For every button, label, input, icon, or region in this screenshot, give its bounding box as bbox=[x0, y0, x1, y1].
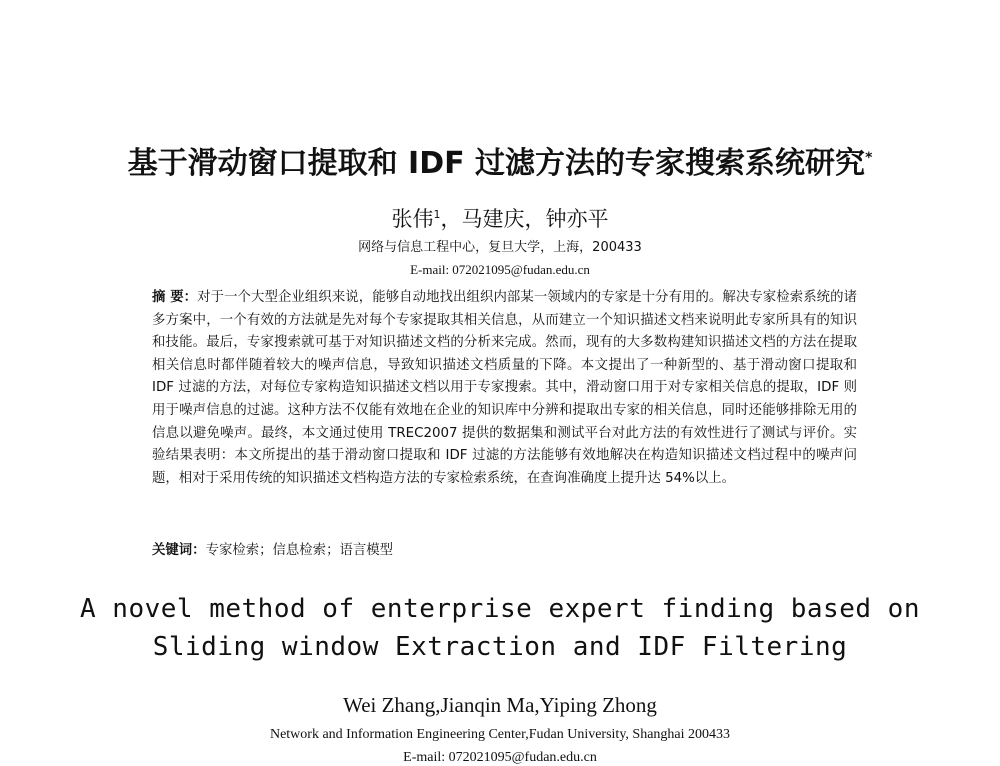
other-authors: ，马建庆，钟亦平 bbox=[440, 207, 609, 231]
english-title-line2: Sliding window Extraction and IDF Filtering bbox=[152, 632, 848, 662]
chinese-affiliation: 网络与信息工程中心，复旦大学，上海，200433 bbox=[358, 240, 642, 255]
keywords-text: 专家检索；信息检索；语言模型 bbox=[205, 543, 394, 558]
keywords-label: 关键词： bbox=[152, 543, 206, 558]
chinese-email: E-mail: 072021095@fudan.edu.cn bbox=[410, 262, 590, 277]
abstract-text: 对于一个大型企业组织来说，能够自动地找出组织内部某一领域内的专家是十分有用的。解决专家检索系统的诸多方案中，一个有效的方法就是先对每个专家提取其相关信息，从而建立一个知识描述文档来说明此专家所具有的知识和技能。最后，专家搜索就可基于对知识描述文档的分析来完成。然而，现有的大多数构建知识描述文档的方法在提取相关信息时都伴随着较大的噪声信息，导致知识描述文档质量的下降。本文提出了一种新型的、基于滑动窗口提取和 IDF 过滤的方法，对每位专家构造知识描述文档以用于专家搜索。其中，滑动窗口用于对专家相关信息的提取，IDF 则用于噪声信息的过滤。这种方法不仅能有效地在企业的知识库中分辨和提取出专家的相关信息，同时还能够排除无用的信息以避免噪声。最终，本文通过使用 TREC2007 提供的数据集和测试平台对此方法的有效性进行了测试与评价。实验结果表明：本文所提出的基于滑动窗口提取和 IDF 过滤的方法能够有效地解决在构造知识描述文档过程中的噪声问题，相对于采用传统的知识描述文档构造方法的专家检索系统，在查询准确度上提升达 54%以上。 bbox=[152, 290, 857, 486]
first-author: 张伟 bbox=[391, 207, 434, 231]
chinese-title-text: 基于滑动窗口提取和 IDF 过滤方法的专家搜索系统研究 bbox=[127, 146, 866, 181]
english-affiliation: Network and Information Engineering Center,Fudan University, Shanghai 200433 bbox=[269, 727, 731, 742]
first-author-sup: 1 bbox=[433, 208, 441, 221]
abstract-label: 摘 要： bbox=[152, 290, 198, 305]
english-title-line1: A novel method of enterprise expert finding based on bbox=[80, 594, 920, 624]
english-authors: Wei Zhang,Jianqin Ma,Yiping Zhong bbox=[343, 693, 657, 717]
chinese-title bbox=[0, 138, 1000, 182]
abstract bbox=[152, 287, 857, 490]
english-email: E-mail: 072021095@fudan.edu.cn bbox=[403, 750, 597, 765]
keywords bbox=[152, 539, 857, 558]
chinese-authors bbox=[0, 203, 1000, 233]
title-footnote-mark: * bbox=[865, 150, 873, 166]
